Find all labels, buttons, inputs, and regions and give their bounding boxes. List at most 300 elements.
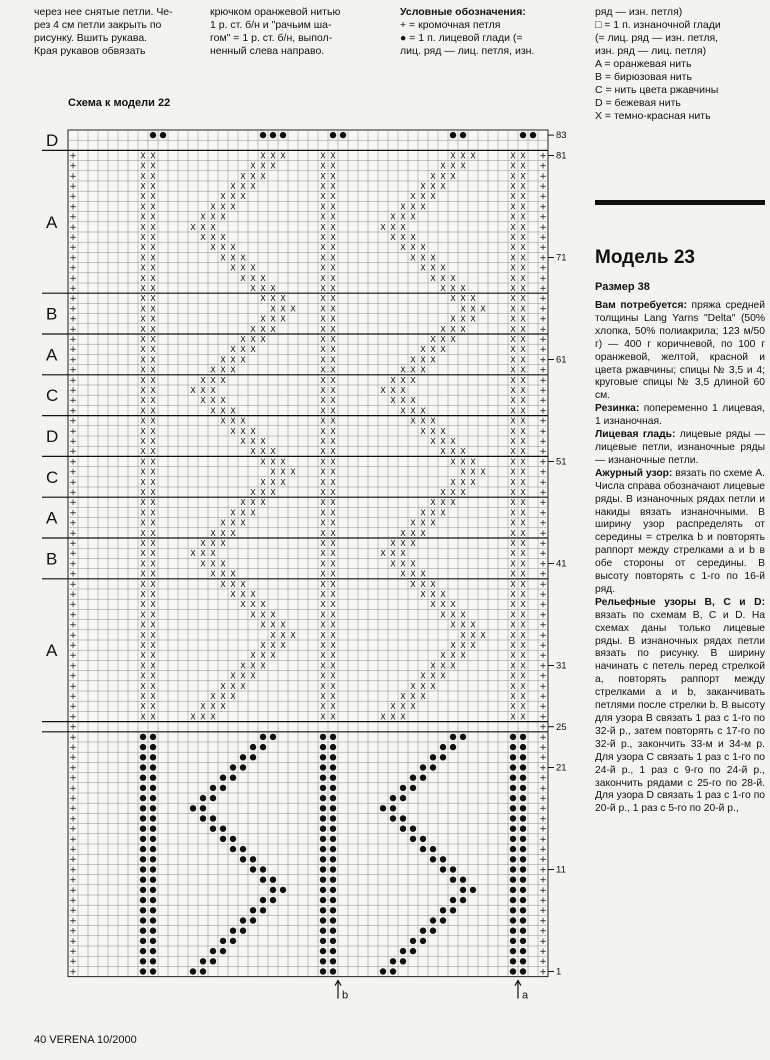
knit-stitch-dot xyxy=(510,877,516,883)
color-stitch-x: X xyxy=(520,365,526,375)
color-stitch-x: X xyxy=(150,273,156,283)
color-stitch-x: X xyxy=(320,702,326,712)
color-stitch-x: X xyxy=(470,294,476,304)
row-number-label: 21 xyxy=(556,762,567,774)
color-stitch-x: X xyxy=(520,283,526,293)
color-stitch-x: X xyxy=(420,263,426,273)
color-stitch-x: X xyxy=(200,549,206,559)
color-stitch-x: X xyxy=(420,579,426,589)
color-stitch-x: X xyxy=(460,487,466,497)
color-stitch-x: X xyxy=(420,518,426,528)
color-stitch-x: X xyxy=(430,334,436,344)
color-stitch-x: X xyxy=(520,161,526,171)
knit-stitch-dot xyxy=(210,826,216,832)
color-stitch-x: X xyxy=(150,600,156,610)
arrow-label: a xyxy=(522,989,529,1002)
knit-stitch-dot xyxy=(520,948,526,954)
color-stitch-x: X xyxy=(330,375,336,385)
color-stitch-x: X xyxy=(140,253,146,263)
edge-stitch: + xyxy=(539,600,547,611)
color-stitch-x: X xyxy=(420,192,426,202)
color-stitch-x: X xyxy=(440,181,446,191)
knit-stitch-dot xyxy=(510,754,516,760)
color-stitch-x: X xyxy=(330,661,336,671)
color-stitch-x: X xyxy=(450,640,456,650)
color-stitch-x: X xyxy=(150,385,156,395)
paragraph-text: попеременно 1 лицевая, 1 изнаночная. xyxy=(595,403,765,428)
color-stitch-x: X xyxy=(270,161,276,171)
color-stitch-x: X xyxy=(420,406,426,416)
color-stitch-x: X xyxy=(510,457,516,467)
color-stitch-x: X xyxy=(150,671,156,681)
edge-stitch: + xyxy=(69,916,77,927)
color-stitch-x: X xyxy=(150,304,156,314)
color-stitch-x: X xyxy=(140,365,146,375)
color-stitch-x: X xyxy=(430,661,436,671)
color-stitch-x: X xyxy=(410,406,416,416)
edge-stitch: + xyxy=(539,518,547,529)
color-stitch-x: X xyxy=(520,630,526,640)
color-stitch-x: X xyxy=(330,406,336,416)
color-stitch-x: X xyxy=(250,600,256,610)
color-stitch-x: X xyxy=(520,396,526,406)
color-stitch-x: X xyxy=(200,212,206,222)
color-stitch-x: X xyxy=(330,508,336,518)
color-stitch-x: X xyxy=(510,294,516,304)
instruction-paragraph xyxy=(595,597,765,816)
row-number-label: 51 xyxy=(556,456,567,468)
color-stitch-x: X xyxy=(230,181,236,191)
edge-stitch: + xyxy=(69,957,77,968)
knit-stitch-dot xyxy=(460,897,466,903)
color-stitch-x: X xyxy=(150,651,156,661)
color-stitch-x: X xyxy=(260,498,266,508)
knit-stitch-dot xyxy=(140,866,146,872)
knit-stitch-dot xyxy=(510,795,516,801)
knit-stitch-dot xyxy=(330,132,336,138)
knit-stitch-dot xyxy=(460,887,466,893)
knit-stitch-dot xyxy=(400,958,406,964)
color-stitch-x: X xyxy=(140,457,146,467)
edge-stitch: + xyxy=(539,375,547,386)
color-band-label: A xyxy=(46,345,58,365)
color-stitch-x: X xyxy=(210,406,216,416)
color-stitch-x: X xyxy=(330,579,336,589)
knit-stitch-dot xyxy=(420,928,426,934)
knit-stitch-dot xyxy=(330,877,336,883)
knit-stitch-dot xyxy=(320,785,326,791)
knit-stitch-dot xyxy=(220,775,226,781)
edge-stitch: + xyxy=(539,936,547,947)
knit-stitch-dot xyxy=(320,815,326,821)
color-stitch-x: X xyxy=(320,447,326,457)
edge-stitch: + xyxy=(539,661,547,672)
edge-stitch: + xyxy=(539,222,547,233)
knit-stitch-dot xyxy=(210,795,216,801)
color-stitch-x: X xyxy=(220,365,226,375)
edge-stitch: + xyxy=(539,416,547,427)
color-stitch-x: X xyxy=(330,202,336,212)
color-stitch-x: X xyxy=(150,334,156,344)
color-stitch-x: X xyxy=(430,498,436,508)
color-stitch-x: X xyxy=(330,528,336,538)
color-stitch-x: X xyxy=(470,477,476,487)
knit-stitch-dot xyxy=(200,795,206,801)
color-stitch-x: X xyxy=(290,304,296,314)
edge-stitch: + xyxy=(69,549,77,560)
color-stitch-x: X xyxy=(150,538,156,548)
color-stitch-x: X xyxy=(240,589,246,599)
color-stitch-x: X xyxy=(210,549,216,559)
knit-stitch-dot xyxy=(330,917,336,923)
color-stitch-x: X xyxy=(330,589,336,599)
edge-stitch: + xyxy=(539,161,547,172)
knit-stitch-dot xyxy=(410,836,416,842)
color-stitch-x: X xyxy=(140,324,146,334)
color-stitch-x: X xyxy=(330,304,336,314)
legend-line: A = оранжевая нить xyxy=(595,58,692,70)
color-stitch-x: X xyxy=(480,630,486,640)
color-stitch-x: X xyxy=(260,436,266,446)
knit-stitch-dot xyxy=(150,846,156,852)
color-stitch-x: X xyxy=(460,610,466,620)
edge-stitch: + xyxy=(69,457,77,468)
knit-stitch-dot xyxy=(140,887,146,893)
legend-line: D = бежевая нить xyxy=(595,97,681,109)
knit-stitch-dot xyxy=(430,928,436,934)
color-stitch-x: X xyxy=(320,171,326,181)
knit-stitch-dot xyxy=(460,132,466,138)
color-stitch-x: X xyxy=(140,396,146,406)
color-stitch-x: X xyxy=(510,651,516,661)
color-stitch-x: X xyxy=(460,477,466,487)
knit-stitch-dot xyxy=(220,836,226,842)
knit-stitch-dot xyxy=(220,938,226,944)
color-stitch-x: X xyxy=(140,304,146,314)
knit-stitch-dot xyxy=(230,836,236,842)
knit-stitch-dot xyxy=(140,897,146,903)
color-stitch-x: X xyxy=(390,538,396,548)
knit-stitch-dot xyxy=(380,805,386,811)
color-stitch-x: X xyxy=(520,651,526,661)
color-stitch-x: X xyxy=(200,385,206,395)
knit-stitch-dot xyxy=(320,917,326,923)
edge-stitch: + xyxy=(539,457,547,468)
knit-stitch-dot xyxy=(440,907,446,913)
edge-stitch: + xyxy=(69,294,77,305)
color-stitch-x: X xyxy=(190,549,196,559)
edge-stitch: + xyxy=(69,416,77,427)
color-stitch-x: X xyxy=(140,691,146,701)
knit-stitch-dot xyxy=(410,775,416,781)
color-stitch-x: X xyxy=(450,161,456,171)
edge-stitch: + xyxy=(539,824,547,835)
knit-stitch-dot xyxy=(320,775,326,781)
color-stitch-x: X xyxy=(430,416,436,426)
color-stitch-x: X xyxy=(510,671,516,681)
knit-stitch-dot xyxy=(260,877,266,883)
color-stitch-x: X xyxy=(510,681,516,691)
color-stitch-x: X xyxy=(330,447,336,457)
knit-stitch-dot xyxy=(520,866,526,872)
color-stitch-x: X xyxy=(240,416,246,426)
edge-stitch: + xyxy=(69,273,77,284)
color-stitch-x: X xyxy=(330,518,336,528)
color-stitch-x: X xyxy=(260,610,266,620)
color-stitch-x: X xyxy=(520,436,526,446)
color-stitch-x: X xyxy=(430,192,436,202)
color-stitch-x: X xyxy=(150,426,156,436)
instruction-paragraph xyxy=(595,300,765,403)
row-number-label: 25 xyxy=(556,721,567,733)
edge-stitch: + xyxy=(539,957,547,968)
color-stitch-x: X xyxy=(330,436,336,446)
knit-stitch-dot xyxy=(150,917,156,923)
color-stitch-x: X xyxy=(450,283,456,293)
color-stitch-x: X xyxy=(470,640,476,650)
color-stitch-x: X xyxy=(400,538,406,548)
color-stitch-x: X xyxy=(220,702,226,712)
knit-stitch-dot xyxy=(410,785,416,791)
knit-stitch-dot xyxy=(510,846,516,852)
knit-stitch-dot xyxy=(150,897,156,903)
color-stitch-x: X xyxy=(240,171,246,181)
edge-stitch: + xyxy=(539,355,547,366)
color-stitch-x: X xyxy=(520,263,526,273)
knit-stitch-dot xyxy=(450,734,456,740)
edge-stitch: + xyxy=(69,487,77,498)
edge-stitch: + xyxy=(69,906,77,917)
color-stitch-x: X xyxy=(280,630,286,640)
color-stitch-x: X xyxy=(140,467,146,477)
edge-stitch: + xyxy=(69,855,77,866)
color-stitch-x: X xyxy=(250,171,256,181)
color-stitch-x: X xyxy=(200,396,206,406)
color-stitch-x: X xyxy=(150,161,156,171)
edge-stitch: + xyxy=(69,661,77,672)
edge-stitch: + xyxy=(539,844,547,855)
text-line: крючком оранжевой нитью xyxy=(210,6,341,18)
color-stitch-x: X xyxy=(510,243,516,253)
edge-stitch: + xyxy=(539,151,547,162)
color-stitch-x: X xyxy=(510,600,516,610)
knit-stitch-dot xyxy=(210,785,216,791)
color-stitch-x: X xyxy=(150,263,156,273)
knit-stitch-dot xyxy=(140,795,146,801)
knit-stitch-dot xyxy=(430,846,436,852)
color-stitch-x: X xyxy=(270,487,276,497)
color-stitch-x: X xyxy=(260,283,266,293)
color-stitch-x: X xyxy=(510,212,516,222)
knit-stitch-dot xyxy=(330,775,336,781)
color-stitch-x: X xyxy=(140,487,146,497)
knit-stitch-dot xyxy=(520,764,526,770)
color-stitch-x: X xyxy=(240,192,246,202)
page-footer: 40 VERENA 10/2000 xyxy=(34,1034,137,1046)
knit-stitch-dot xyxy=(150,856,156,862)
color-stitch-x: X xyxy=(410,569,416,579)
edge-stitch: + xyxy=(69,640,77,651)
knit-stitch-dot xyxy=(390,958,396,964)
knit-stitch-dot xyxy=(520,826,526,832)
knit-stitch-dot xyxy=(140,785,146,791)
color-stitch-x: X xyxy=(150,487,156,497)
color-stitch-x: X xyxy=(320,467,326,477)
edge-stitch: + xyxy=(539,263,547,274)
color-stitch-x: X xyxy=(140,620,146,630)
knit-stitch-dot xyxy=(330,815,336,821)
edge-stitch: + xyxy=(69,467,77,478)
color-stitch-x: X xyxy=(520,498,526,508)
color-stitch-x: X xyxy=(320,610,326,620)
paragraph-text: пряжа средней толщины Lang Yarns "Delta" (50% хлопка, 50% полиакрила; 123 м/50 г) — 400 г коричневой, по 100 г оранжевой, желтой, красной и цвета ржавчины; спицы № 3,5 и 4; круговые спицы № 3,5 длиной 60 см. xyxy=(595,300,765,402)
color-stitch-x: X xyxy=(460,620,466,630)
color-stitch-x: X xyxy=(470,457,476,467)
edge-stitch: + xyxy=(539,620,547,631)
color-stitch-x: X xyxy=(510,385,516,395)
knit-stitch-dot xyxy=(330,836,336,842)
color-stitch-x: X xyxy=(470,630,476,640)
color-stitch-x: X xyxy=(230,202,236,212)
color-stitch-x: X xyxy=(140,538,146,548)
knit-stitch-dot xyxy=(260,907,266,913)
color-stitch-x: X xyxy=(320,283,326,293)
edge-stitch: + xyxy=(539,732,547,743)
color-stitch-x: X xyxy=(420,426,426,436)
color-stitch-x: X xyxy=(430,426,436,436)
knit-stitch-dot xyxy=(150,958,156,964)
color-stitch-x: X xyxy=(320,579,326,589)
knit-stitch-dot xyxy=(270,734,276,740)
color-stitch-x: X xyxy=(320,640,326,650)
color-stitch-x: X xyxy=(250,334,256,344)
color-stitch-x: X xyxy=(150,447,156,457)
color-stitch-x: X xyxy=(320,559,326,569)
knit-stitch-dot xyxy=(150,866,156,872)
knitting-chart xyxy=(40,124,575,1034)
color-stitch-x: X xyxy=(330,630,336,640)
color-stitch-x: X xyxy=(140,712,146,722)
knit-stitch-dot xyxy=(330,846,336,852)
color-stitch-x: X xyxy=(320,181,326,191)
color-stitch-x: X xyxy=(280,457,286,467)
color-stitch-x: X xyxy=(330,171,336,181)
edge-stitch: + xyxy=(69,538,77,549)
edge-stitch: + xyxy=(69,569,77,580)
edge-stitch: + xyxy=(539,253,547,264)
knit-stitch-dot xyxy=(140,877,146,883)
color-stitch-x: X xyxy=(220,396,226,406)
row-number-label: 31 xyxy=(556,660,567,672)
color-stitch-x: X xyxy=(330,283,336,293)
color-stitch-x: X xyxy=(140,375,146,385)
knit-stitch-dot xyxy=(450,897,456,903)
color-stitch-x: X xyxy=(410,681,416,691)
color-stitch-x: X xyxy=(510,222,516,232)
knit-stitch-dot xyxy=(320,744,326,750)
color-stitch-x: X xyxy=(520,375,526,385)
color-stitch-x: X xyxy=(150,324,156,334)
color-stitch-x: X xyxy=(140,314,146,324)
color-stitch-x: X xyxy=(400,406,406,416)
knit-stitch-dot xyxy=(390,968,396,974)
color-stitch-x: X xyxy=(150,498,156,508)
edge-stitch: + xyxy=(69,406,77,417)
knit-stitch-dot xyxy=(250,907,256,913)
color-stitch-x: X xyxy=(260,151,266,161)
color-stitch-x: X xyxy=(410,355,416,365)
color-stitch-x: X xyxy=(420,508,426,518)
edge-stitch: + xyxy=(539,875,547,886)
knit-stitch-dot xyxy=(150,805,156,811)
color-stitch-x: X xyxy=(440,589,446,599)
text-column-2 xyxy=(210,6,380,58)
color-stitch-x: X xyxy=(510,447,516,457)
legend-line: B = бирюзовая нить xyxy=(595,71,692,83)
color-stitch-x: X xyxy=(220,375,226,385)
knit-stitch-dot xyxy=(250,856,256,862)
color-stitch-x: X xyxy=(330,426,336,436)
color-stitch-x: X xyxy=(330,324,336,334)
legend xyxy=(400,6,580,58)
knit-stitch-dot xyxy=(140,734,146,740)
color-stitch-x: X xyxy=(320,202,326,212)
color-stitch-x: X xyxy=(320,651,326,661)
knit-stitch-dot xyxy=(320,836,326,842)
color-stitch-x: X xyxy=(140,610,146,620)
knit-stitch-dot xyxy=(440,856,446,862)
color-stitch-x: X xyxy=(270,651,276,661)
color-stitch-x: X xyxy=(320,661,326,671)
color-stitch-x: X xyxy=(140,273,146,283)
color-stitch-x: X xyxy=(330,702,336,712)
color-stitch-x: X xyxy=(140,528,146,538)
color-stitch-x: X xyxy=(150,681,156,691)
color-stitch-x: X xyxy=(140,222,146,232)
knit-stitch-dot xyxy=(510,938,516,944)
knit-stitch-dot xyxy=(520,805,526,811)
edge-stitch: + xyxy=(69,967,77,978)
knit-stitch-dot xyxy=(430,754,436,760)
color-stitch-x: X xyxy=(510,661,516,671)
edge-stitch: + xyxy=(69,508,77,519)
color-stitch-x: X xyxy=(140,559,146,569)
color-stitch-x: X xyxy=(400,375,406,385)
edge-stitch: + xyxy=(539,447,547,458)
color-stitch-x: X xyxy=(240,498,246,508)
color-stitch-x: X xyxy=(520,477,526,487)
color-stitch-x: X xyxy=(220,579,226,589)
color-stitch-x: X xyxy=(510,171,516,181)
color-stitch-x: X xyxy=(150,355,156,365)
edge-stitch: + xyxy=(69,783,77,794)
color-stitch-x: X xyxy=(140,263,146,273)
edge-stitch: + xyxy=(69,712,77,723)
knit-stitch-dot xyxy=(250,917,256,923)
knit-stitch-dot xyxy=(320,897,326,903)
knit-stitch-dot xyxy=(420,846,426,852)
color-stitch-x: X xyxy=(510,273,516,283)
color-stitch-x: X xyxy=(330,600,336,610)
edge-stitch: + xyxy=(539,967,547,978)
color-stitch-x: X xyxy=(320,498,326,508)
color-stitch-x: X xyxy=(140,477,146,487)
color-stitch-x: X xyxy=(150,345,156,355)
color-stitch-x: X xyxy=(510,314,516,324)
color-stitch-x: X xyxy=(450,498,456,508)
color-stitch-x: X xyxy=(320,232,326,242)
edge-stitch: + xyxy=(69,559,77,570)
